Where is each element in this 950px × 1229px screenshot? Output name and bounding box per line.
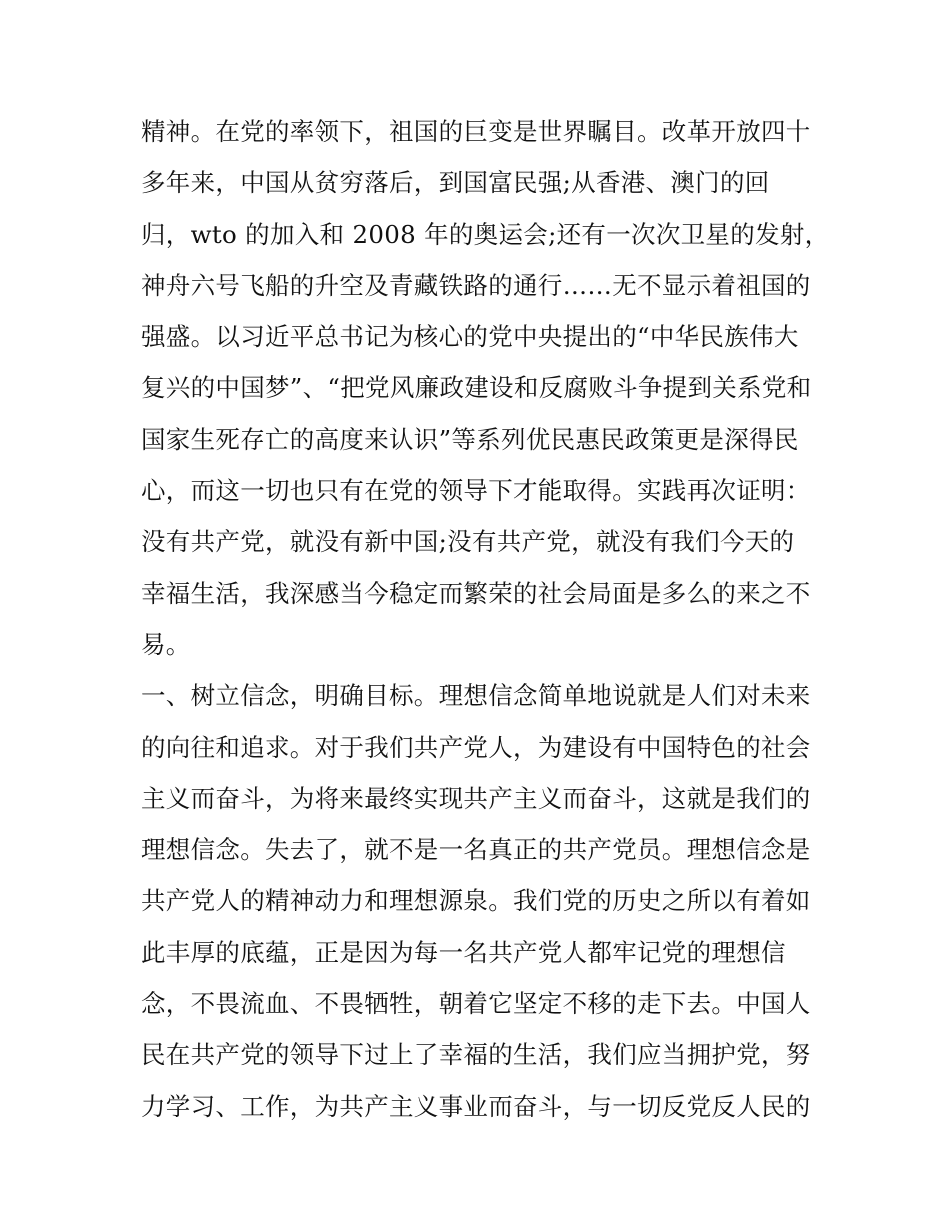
text-line: 精神。在党的率领下，祖国的巨变是世界瞩目。改革开放四十 xyxy=(141,117,811,146)
body-text xyxy=(141,106,830,1132)
text-line: 心，而这一切也只有在党的领导下才能取得。实践再次证明： xyxy=(141,476,811,506)
text-line: 共产党人的精神动力和理想源泉。我们党的历史之所以有着如 xyxy=(141,886,811,916)
text-line: 的向往和追求。对于我们共产党人，为建设有中国特色的社会 xyxy=(141,732,811,762)
text-line: 神舟六号飞船的升空及青藏铁路的通行……无不显示着祖国的 xyxy=(141,270,811,300)
text-line: 幸福生活，我深感当今稳定而繁荣的社会局面是多么的来之不 xyxy=(141,578,811,608)
text-line: 力学习、工作，为共产主义事业而奋斗，与一切反党反人民的 xyxy=(141,1091,811,1121)
text-line: 国家生死存亡的高度来认识”等系列优民惠民政策更是深得民 xyxy=(141,424,799,454)
text-line: 强盛。以习近平总书记为核心的党中央提出的“中华民族伟大 xyxy=(141,322,799,352)
text-line: 主义而奋斗，为将来最终实现共产主义而奋斗，这就是我们的 xyxy=(141,783,811,813)
text-line: 多年来，中国从贫穷落后，到国富民强;从香港、澳门的回 xyxy=(141,168,770,198)
text-line: 归，wto 的加入和 2008 年的奥运会;还有一次次卫星的发射， xyxy=(141,219,830,249)
text-line: 理想信念。失去了，就不是一名真正的共产党员。理想信念是 xyxy=(141,835,811,865)
text-line: 易。 xyxy=(141,629,191,659)
text-line: 念，不畏流血、不畏牺牲，朝着它坚定不移的走下去。中国人 xyxy=(141,989,811,1019)
text-line: 复兴的中国梦”、“把党风廉政建设和反腐败斗争提到关系党和 xyxy=(141,373,812,403)
text-line: 一、树立信念，明确目标。理想信念简单地说就是人们对未来 xyxy=(141,681,811,711)
text-line: 民在共产党的领导下过上了幸福的生活，我们应当拥护党，努 xyxy=(141,1040,811,1070)
text-line: 没有共产党，就没有新中国;没有共产党，就没有我们今天的 xyxy=(141,527,795,557)
text-line: 此丰厚的底蕴，正是因为每一名共产党人都牢记党的理想信 xyxy=(141,937,786,967)
